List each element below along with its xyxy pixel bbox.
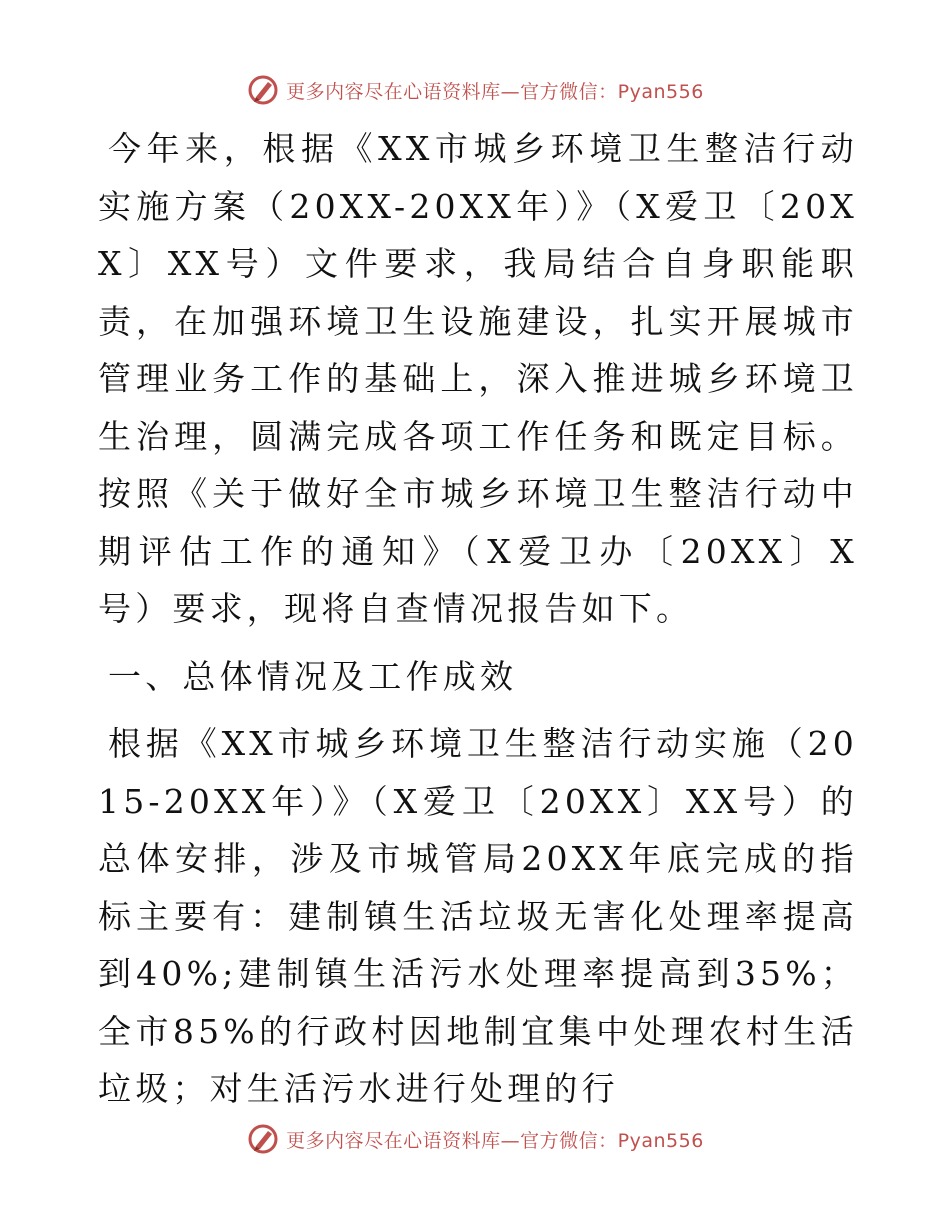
section-heading: 一、总体情况及工作成效 — [108, 656, 518, 696]
document-body — [98, 120, 858, 1118]
watermark-text: 更多内容尽在心语资料库—官方微信：Pyan556 — [286, 1129, 704, 1152]
paragraph-overview: 根据《XX市城乡环境卫生整洁行动实施（2015-20XX年）》（X爱卫〔20XX〕XX号）的总体安排，涉及市城管局20XX年底完成的指标主要有：建制镇生活垃圾无害化处理率提高到40%;建制镇生活污水处理率提高到35%；全市85%的行政村因地制宜集中处理农村生活垃圾；对生活污水进行处理的行 — [98, 724, 858, 1108]
watermark-banner-bottom — [0, 1119, 950, 1159]
watermark-banner-top — [0, 70, 950, 110]
watermark-text: 更多内容尽在心语资料库—官方微信：Pyan556 — [286, 80, 704, 103]
pen-logo-icon — [246, 1122, 280, 1156]
pen-logo-icon — [246, 73, 280, 107]
paragraph-intro: 今年来，根据《XX市城乡环境卫生整洁行动实施方案（20XX-20XX年）》（X爱卫〔20XX〕XX号）文件要求，我局结合自身职能职责，在加强环境卫生设施建设，扎实开展城市管理业务工作的基础上，深入推进城乡环境卫生治理，圆满完成各项工作任务和既定目标。按照《关于做好全市城乡环境卫生整洁行动中期评估工作的通知》（X爱卫办〔20XX〕X号）要求，现将自查情况报告如下。 — [98, 129, 858, 628]
